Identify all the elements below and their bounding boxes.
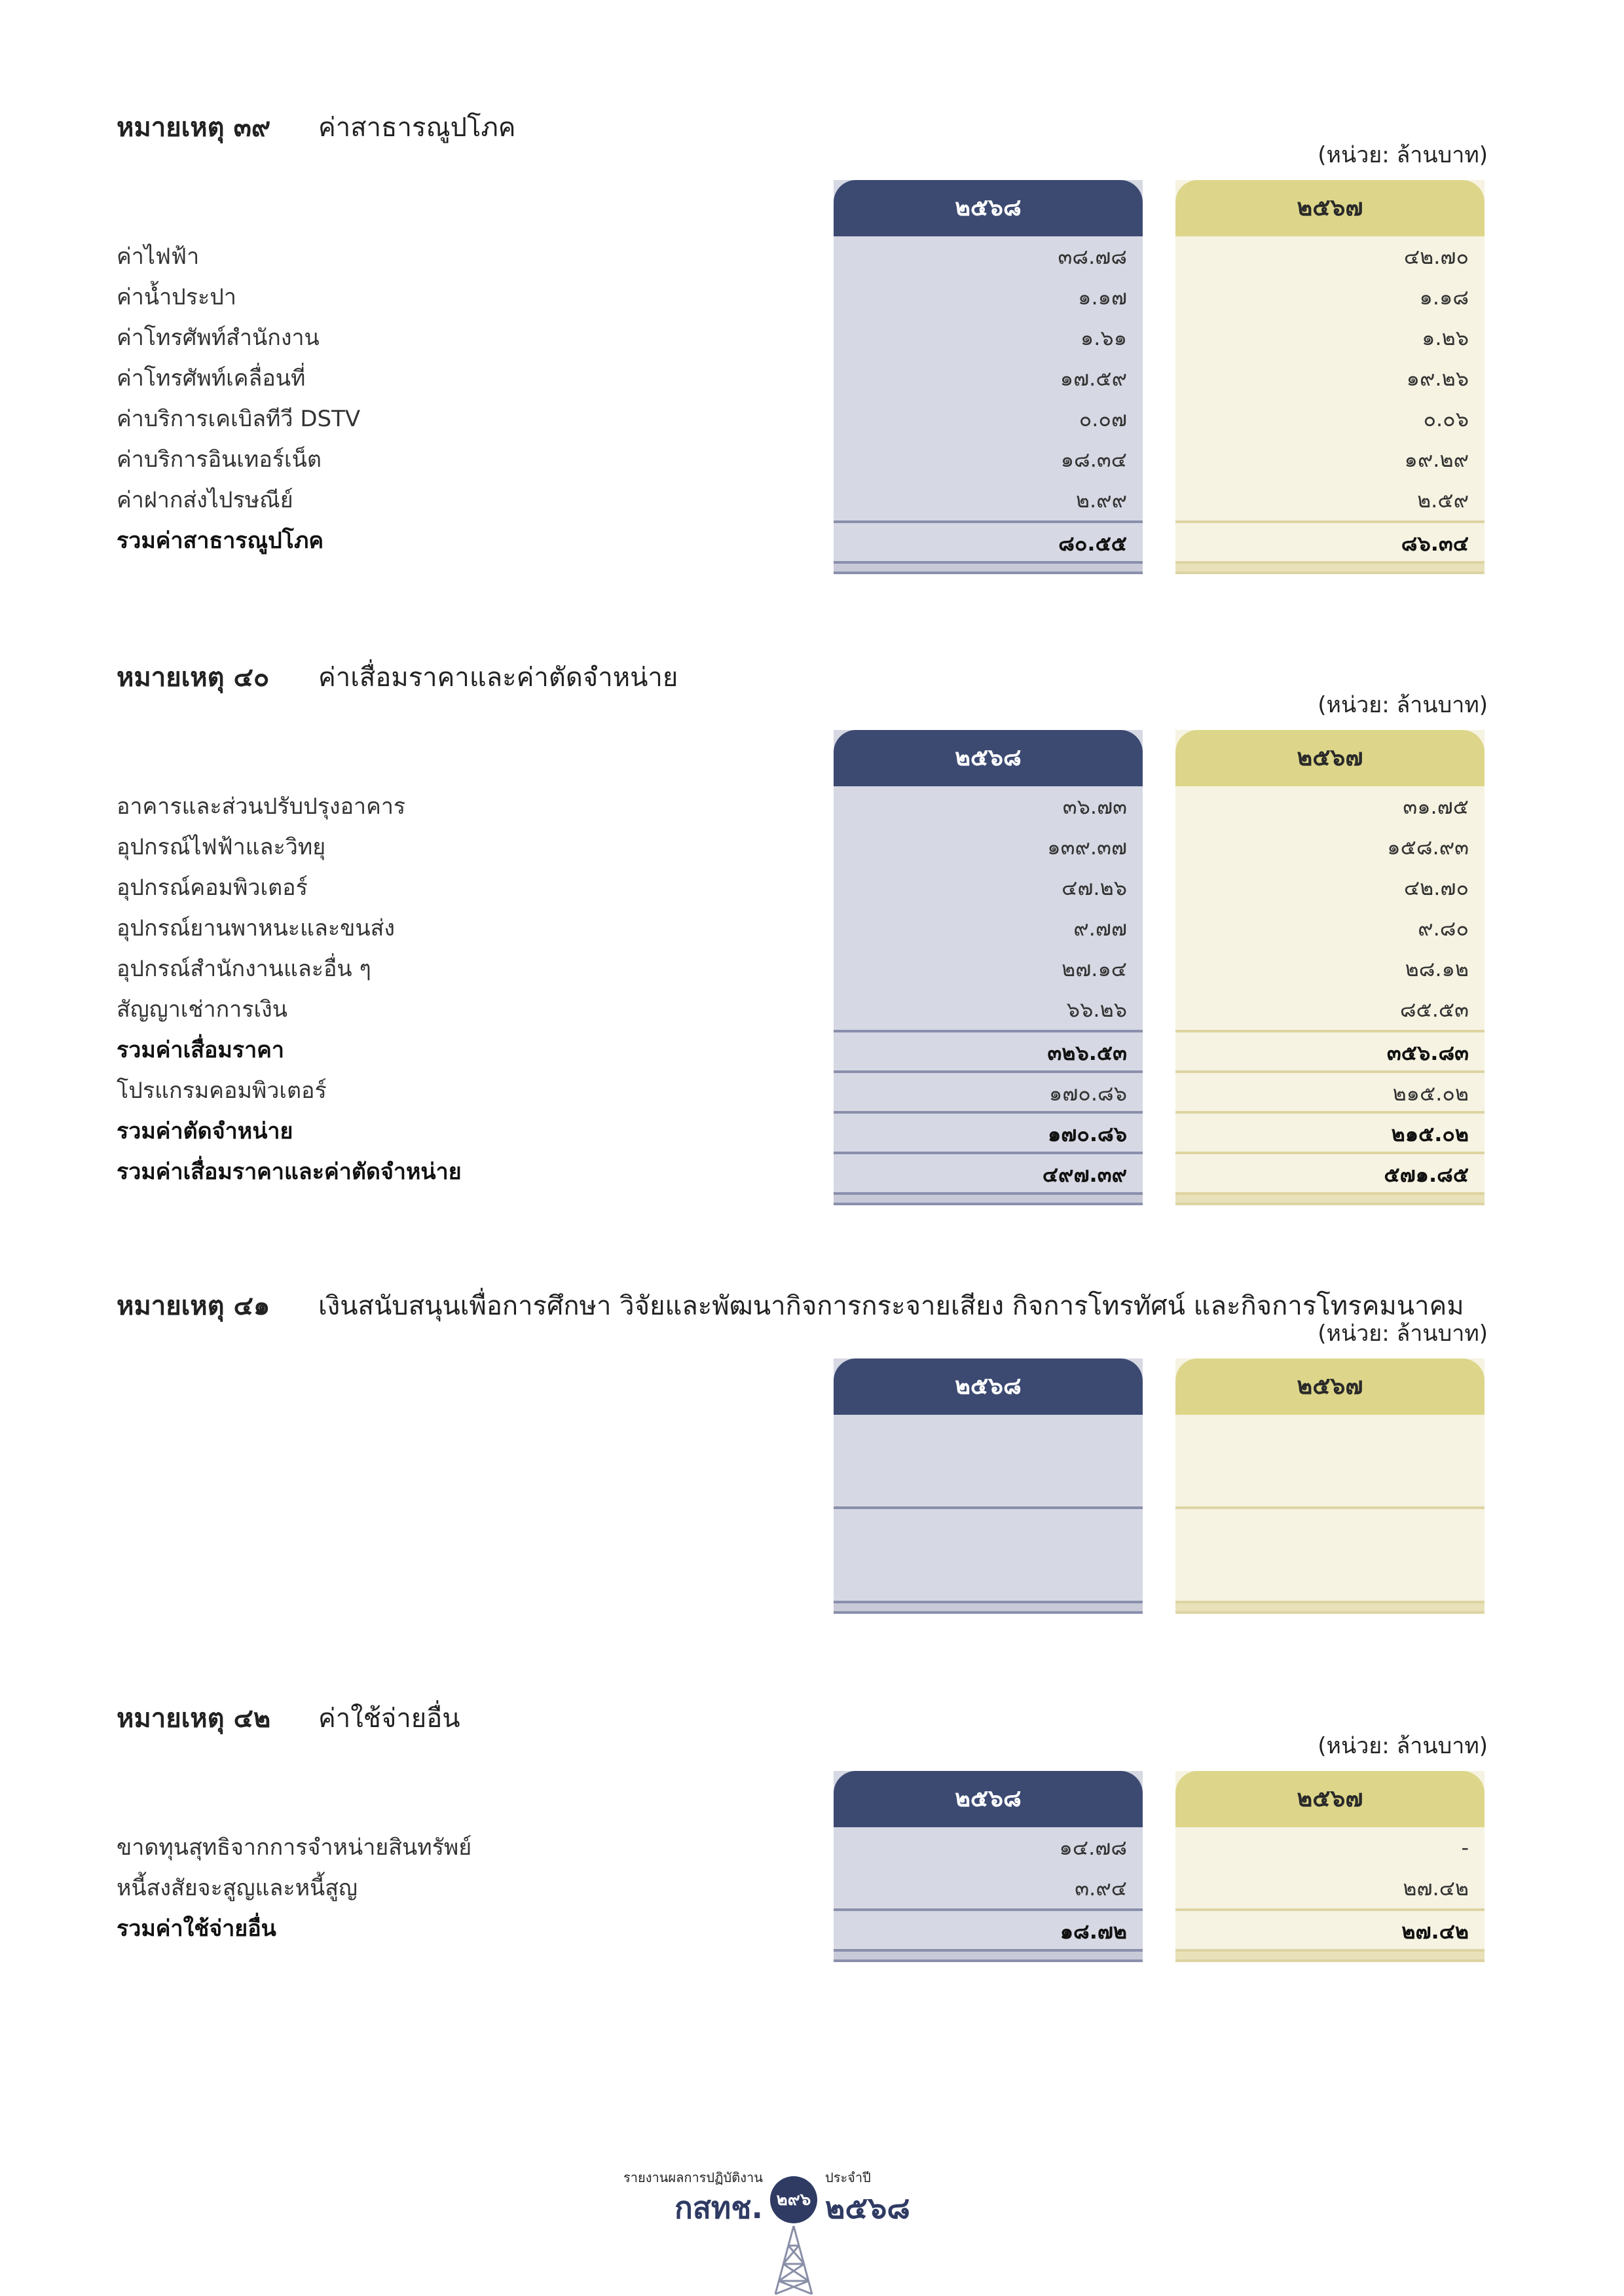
note-number: หมายเหตุ ๓๙	[117, 113, 271, 143]
value-cell: ๒๗.๑๔	[1061, 957, 1127, 981]
unit-label: (หน่วย: ล้านบาท)	[1318, 1321, 1488, 1347]
note-40	[0, 645, 1624, 1234]
value-cell: ๔๒.๗๐	[1403, 244, 1469, 269]
column-header: ๒๕๖๘	[834, 1771, 1143, 1827]
unit-label: (หน่วย: ล้านบาท)	[1318, 142, 1488, 168]
total-cell: ๒๑๕.๐๒	[1175, 1111, 1485, 1152]
column-2568	[834, 180, 1143, 574]
value-cell: ๔๒.๗๐	[1403, 875, 1469, 900]
report-year: ๒๕๖๘	[825, 2190, 910, 2225]
column-2568	[834, 1771, 1143, 1962]
total-label: รวมค่าตัดจำหน่าย	[117, 1118, 293, 1144]
radio-tower-icon	[766, 2223, 821, 2296]
total-cell: ๒๗.๔๒	[1175, 1908, 1485, 1949]
row-label: ค่าน้ำประปา	[117, 284, 236, 310]
row-label: ค่าโทรศัพท์เคลื่อนที่	[117, 365, 306, 392]
column-header: ๒๕๖๘	[834, 1358, 1143, 1415]
empty-row	[1175, 1415, 1485, 1506]
note-heading	[117, 1273, 1464, 1339]
column-header: ๒๕๖๗	[1175, 180, 1485, 236]
row-label: หนี้สงสัยจะสูญและหนี้สูญ	[117, 1875, 358, 1901]
total-cell: ๘๐.๕๕	[834, 520, 1143, 561]
value-cell: ๖๖.๒๖	[1066, 997, 1127, 1022]
column-2567	[1175, 180, 1485, 574]
total-cell: ๓๕๖.๘๓	[1175, 1030, 1485, 1070]
value-cell: ๐.๐๗	[1079, 407, 1127, 431]
value-cell: ๑๔.๗๘	[1059, 1835, 1127, 1860]
double-underline	[1175, 1601, 1485, 1614]
column-2568	[834, 1358, 1143, 1614]
note-title: ค่าเสื่อมราคาและค่าตัดจำหน่าย	[318, 663, 678, 693]
double-underline	[834, 1601, 1143, 1614]
total-label: รวมค่าสาธารณูปโภค	[117, 528, 324, 554]
note-number: หมายเหตุ ๔๑	[117, 1291, 270, 1321]
column-2567	[1175, 1358, 1485, 1614]
column-header: ๒๕๖๗	[1175, 730, 1485, 786]
note-39	[0, 95, 1624, 684]
empty-row	[1175, 1506, 1485, 1601]
row-label: อุปกรณ์สำนักงานและอื่น ๆ	[117, 956, 371, 982]
value-cell: ๙.๘๐	[1418, 916, 1469, 941]
value-cell: ๓๑.๗๕	[1403, 794, 1469, 819]
value-cell: ๐.๐๖	[1423, 407, 1469, 431]
note-heading	[117, 645, 678, 710]
value-cell: ๙.๗๗	[1073, 916, 1127, 941]
row-labels	[117, 786, 811, 1192]
total-cell: ๘๖.๓๔	[1175, 520, 1485, 561]
row-label: ค่าบริการเคเบิลทีวี DSTV	[117, 406, 361, 432]
grand-total-label: รวมค่าเสื่อมราคาและค่าตัดจำหน่าย	[117, 1159, 462, 1185]
total-cell: ๓๒๖.๕๓	[834, 1030, 1143, 1070]
row-label: ค่าโทรศัพท์สำนักงาน	[117, 325, 320, 351]
total-label: รวมค่าใช้จ่ายอื่น	[117, 1916, 276, 1942]
row-label: อาคารและส่วนปรับปรุงอาคาร	[117, 793, 406, 820]
note-heading	[117, 95, 516, 160]
value-cell: ๑.๖๑	[1080, 325, 1127, 350]
note-number: หมายเหตุ ๔๐	[117, 663, 270, 693]
column-header: ๒๕๖๘	[834, 730, 1143, 786]
value-cell: ๑.๑๗	[1078, 285, 1127, 310]
value-cell: ๒๗.๔๒	[1403, 1876, 1469, 1901]
value-cell: ๑๘.๓๔	[1060, 447, 1127, 472]
grand-total-cell: ๔๙๗.๓๙	[834, 1152, 1143, 1192]
value-cell: ๑๙.๒๙	[1404, 447, 1469, 472]
column-2567	[1175, 1771, 1485, 1962]
column-2568	[834, 730, 1143, 1205]
column-header: ๒๕๖๗	[1175, 1358, 1485, 1415]
value-cell: ๓.๙๔	[1075, 1876, 1127, 1901]
row-label: โปรแกรมคอมพิวเตอร์	[117, 1078, 327, 1104]
total-cell: ๑๘.๗๒	[834, 1908, 1143, 1949]
note-title: ค่าใช้จ่ายอื่น	[318, 1704, 460, 1734]
note-title: เงินสนับสนุนเพื่อการศึกษา วิจัยและพัฒนากิจการกระจายเสียง กิจการโทรทัศน์ และกิจการโทรคมนาคม	[318, 1291, 1464, 1321]
value-cell: ๘๕.๕๓	[1399, 997, 1469, 1022]
empty-row	[834, 1415, 1143, 1506]
value-cell: ๑.๒๖	[1422, 325, 1469, 350]
total-cell: ๑๗๐.๘๖	[834, 1111, 1143, 1152]
value-cell: ๑๙.๒๖	[1406, 366, 1469, 391]
grand-total-cell: ๕๗๑.๘๕	[1175, 1152, 1485, 1192]
value-cell: ๒๑๕.๐๒	[1175, 1070, 1485, 1111]
row-label: ค่าฝากส่งไปรษณีย์	[117, 487, 293, 513]
total-label: รวมค่าเสื่อมราคา	[117, 1037, 284, 1063]
page-footer	[616, 2160, 1008, 2296]
value-cell: ๓๘.๗๘	[1058, 244, 1127, 269]
value-cell: ๑๗๐.๘๖	[834, 1070, 1143, 1111]
value-cell: ๒.๕๙	[1417, 488, 1469, 513]
row-label: ขาดทุนสุทธิจากการจำหน่ายสินทรัพย์	[117, 1834, 472, 1861]
row-label: อุปกรณ์ยานพาหนะและขนส่ง	[117, 915, 395, 941]
note-number: หมายเหตุ ๔๒	[117, 1704, 271, 1734]
column-2567	[1175, 730, 1485, 1205]
unit-label: (หน่วย: ล้านบาท)	[1318, 1733, 1488, 1759]
value-cell: ๒.๙๙	[1075, 488, 1127, 513]
column-header: ๒๕๖๘	[834, 180, 1143, 236]
row-label: ค่าไฟฟ้า	[117, 244, 200, 270]
empty-row	[834, 1506, 1143, 1601]
row-label: อุปกรณ์คอมพิวเตอร์	[117, 875, 308, 901]
value-cell: ๑๗.๕๙	[1060, 366, 1127, 391]
org-name: กสทช.	[674, 2190, 763, 2225]
report-label: รายงานผลการปฏิบัติงาน	[623, 2170, 763, 2185]
row-label: อุปกรณ์ไฟฟ้าและวิทยุ	[117, 834, 326, 860]
value-cell: ๒๘.๑๒	[1405, 957, 1469, 981]
value-cell: -	[1461, 1835, 1469, 1860]
page-number: ๒๙๖	[770, 2176, 817, 2223]
value-cell: ๓๖.๗๓	[1062, 794, 1127, 819]
note-heading	[117, 1686, 460, 1751]
annual-label: ประจำปี	[825, 2170, 871, 2185]
row-labels	[117, 236, 811, 561]
value-cell: ๑๓๙.๓๗	[1047, 835, 1127, 860]
value-cell: ๔๗.๒๖	[1061, 875, 1127, 900]
note-title: ค่าสาธารณูปโภค	[318, 113, 516, 143]
row-labels	[117, 1827, 811, 1949]
row-label: สัญญาเช่าการเงิน	[117, 996, 287, 1023]
value-cell: ๑.๑๘	[1419, 285, 1469, 310]
column-header: ๒๕๖๗	[1175, 1771, 1485, 1827]
row-label: ค่าบริการอินเทอร์เน็ต	[117, 446, 322, 473]
unit-label: (หน่วย: ล้านบาท)	[1318, 692, 1488, 718]
value-cell: ๑๕๘.๙๓	[1387, 835, 1469, 860]
